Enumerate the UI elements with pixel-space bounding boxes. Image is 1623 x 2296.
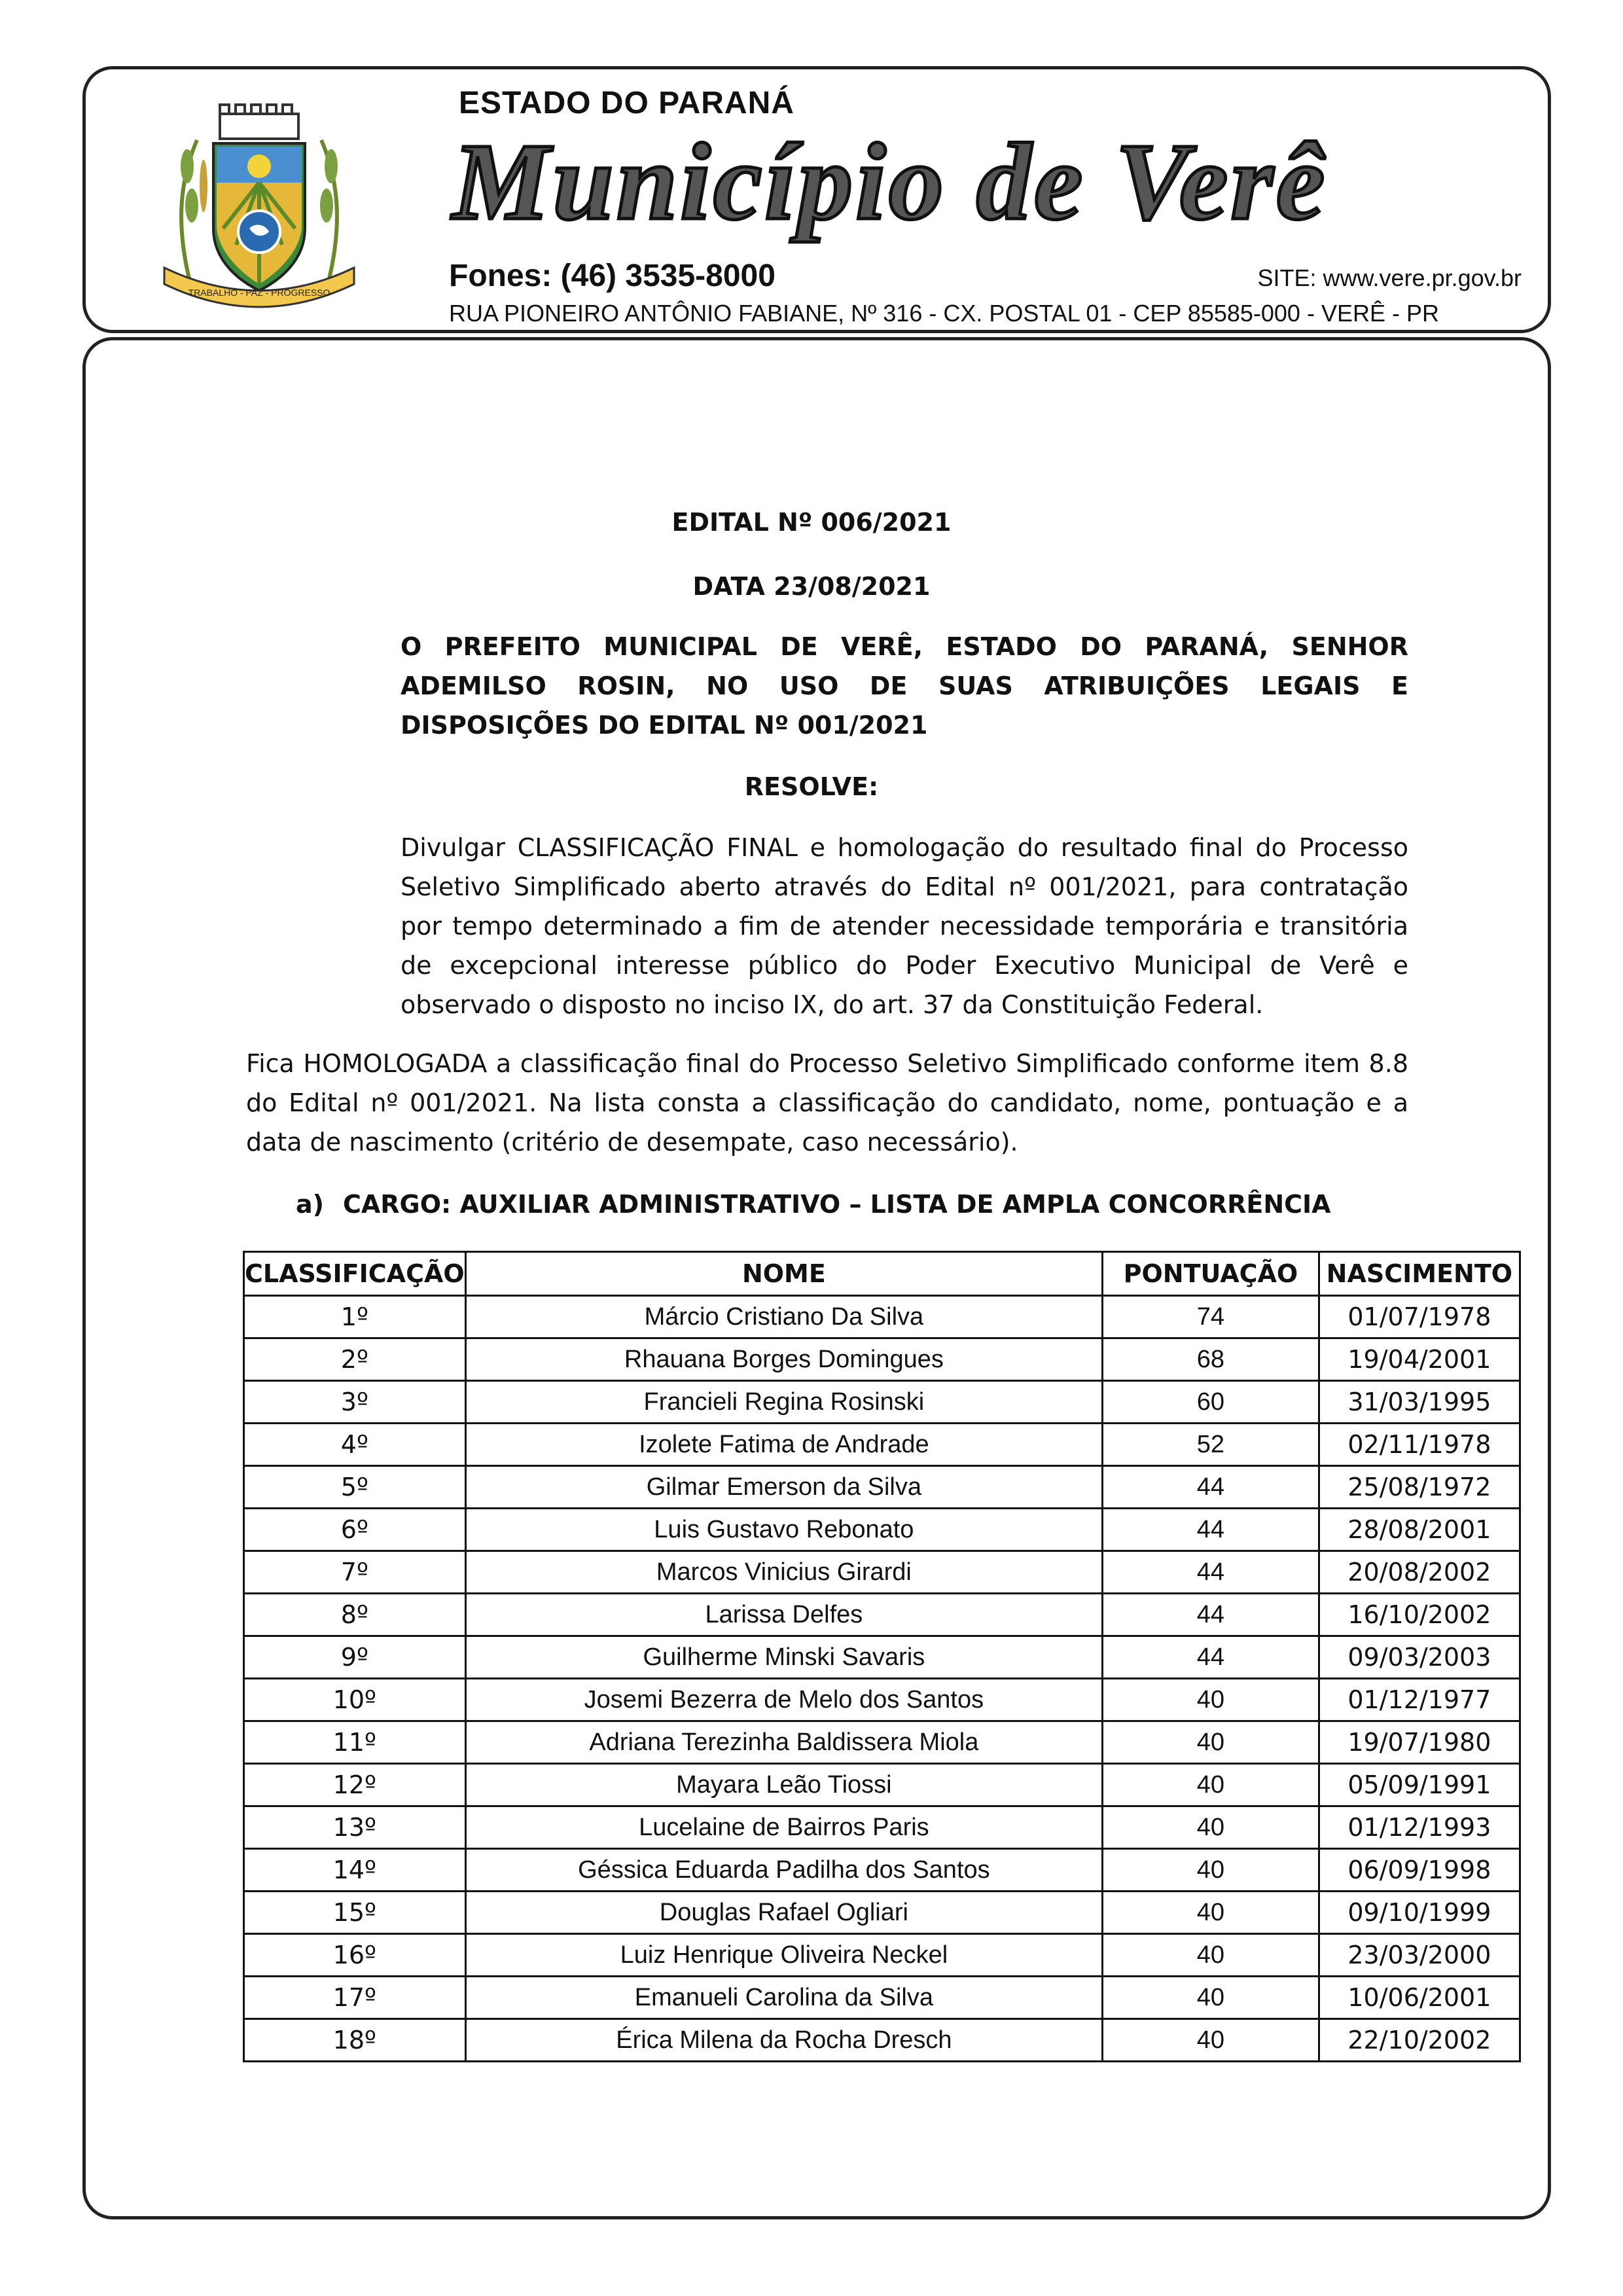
cell-classificacao: 18º xyxy=(244,2019,466,2062)
cell-classificacao: 11º xyxy=(244,1721,466,1764)
table-row xyxy=(244,1636,1520,1679)
cell-nascimento: 25/08/1972 xyxy=(1319,1466,1520,1509)
edital-date: DATA 23/08/2021 xyxy=(692,572,931,601)
cell-pontuacao: 60 xyxy=(1103,1381,1319,1424)
state-name: ESTADO DO PARANÁ xyxy=(459,86,794,120)
cell-classificacao: 8º xyxy=(244,1594,466,1636)
cell-nome: Josemi Bezerra de Melo dos Santos xyxy=(465,1679,1102,1721)
table-row xyxy=(244,1721,1520,1764)
header-pontuacao: PONTUAÇÃO xyxy=(1103,1252,1319,1296)
cell-nascimento: 06/09/1998 xyxy=(1319,1849,1520,1892)
cell-nome: Luiz Henrique Oliveira Neckel xyxy=(465,1934,1102,1977)
table-row xyxy=(244,2019,1520,2062)
cell-nome: Guilherme Minski Savaris xyxy=(465,1636,1102,1679)
cargo-title: CARGO: AUXILIAR ADMINISTRATIVO – LISTA DE AMPLA CONCORRÊNCIA xyxy=(343,1190,1331,1219)
website-link[interactable]: SITE: www.vere.pr.gov.br xyxy=(1257,264,1522,291)
cell-pontuacao: 40 xyxy=(1103,2019,1319,2062)
cell-nome: Marcos Vinicius Girardi xyxy=(465,1551,1102,1594)
table-header-row xyxy=(244,1252,1520,1296)
header-nascimento: NASCIMENTO xyxy=(1319,1252,1520,1296)
cell-nome: Gilmar Emerson da Silva xyxy=(465,1466,1102,1509)
prefeito-statement: O PREFEITO MUNICIPAL DE VERÊ, ESTADO DO PARANÁ, SENHOR ADEMILSO ROSIN, NO USO DE SUAS ATRIBUIÇÕES LEGAIS E DISPOSIÇÕES DO EDITAL Nº 001/2021 xyxy=(401,632,1408,740)
cell-nome: Luis Gustavo Rebonato xyxy=(465,1509,1102,1551)
cell-classificacao: 16º xyxy=(244,1934,466,1977)
cell-pontuacao: 44 xyxy=(1103,1466,1319,1509)
cell-pontuacao: 68 xyxy=(1103,1338,1319,1381)
cell-pontuacao: 40 xyxy=(1103,1977,1319,2019)
cell-nascimento: 09/03/2003 xyxy=(1319,1636,1520,1679)
cell-nome: Rhauana Borges Domingues xyxy=(465,1338,1102,1381)
edital-number: EDITAL Nº 006/2021 xyxy=(671,508,952,537)
cell-pontuacao: 40 xyxy=(1103,1679,1319,1721)
cell-nascimento: 23/03/2000 xyxy=(1319,1934,1520,1977)
cell-nome: Érica Milena da Rocha Dresch xyxy=(465,2019,1102,2062)
table-row xyxy=(244,1849,1520,1892)
cell-classificacao: 4º xyxy=(244,1424,466,1466)
table-row xyxy=(244,1892,1520,1934)
cell-nascimento: 28/08/2001 xyxy=(1319,1509,1520,1551)
table-row xyxy=(244,1551,1520,1594)
cell-pontuacao: 40 xyxy=(1103,1764,1319,1806)
cell-pontuacao: 44 xyxy=(1103,1594,1319,1636)
cell-pontuacao: 40 xyxy=(1103,1721,1319,1764)
cell-nascimento: 19/04/2001 xyxy=(1319,1338,1520,1381)
phone-number: Fones: (46) 3535-8000 xyxy=(449,259,776,293)
table-row xyxy=(244,1296,1520,1338)
cell-nome: Mayara Leão Tiossi xyxy=(465,1764,1102,1806)
table-row xyxy=(244,1764,1520,1806)
cell-pontuacao: 44 xyxy=(1103,1636,1319,1679)
table-row xyxy=(244,1977,1520,2019)
cell-nome: Francieli Regina Rosinski xyxy=(465,1381,1102,1424)
cargo-letter: a) xyxy=(296,1190,325,1219)
cargo-heading xyxy=(296,1190,1331,1219)
cell-nome: Lucelaine de Bairros Paris xyxy=(465,1806,1102,1849)
table-row xyxy=(244,1381,1520,1424)
cell-classificacao: 1º xyxy=(244,1296,466,1338)
cell-classificacao: 5º xyxy=(244,1466,466,1509)
cell-pontuacao: 52 xyxy=(1103,1424,1319,1466)
cell-nascimento: 22/10/2002 xyxy=(1319,2019,1520,2062)
table-row xyxy=(244,1509,1520,1551)
cell-nascimento: 05/09/1991 xyxy=(1319,1764,1520,1806)
cell-nascimento: 09/10/1999 xyxy=(1319,1892,1520,1934)
divulgar-paragraph: Divulgar CLASSIFICAÇÃO FINAL e homologação do resultado final do Processo Seletivo Simplificado aberto através do Edital nº 001/2021, para contratação por tempo determinado a fim de atender necessidade temporária e transitória de excepcional interesse público do Poder Executivo Municipal de Verê e observado o disposto no inciso IX, do art. 37 da Constituição Federal. xyxy=(401,833,1408,1019)
table-row xyxy=(244,1934,1520,1977)
cell-pontuacao: 40 xyxy=(1103,1934,1319,1977)
cell-nome: Larissa Delfes xyxy=(465,1594,1102,1636)
cell-nome: Izolete Fatima de Andrade xyxy=(465,1424,1102,1466)
cell-nome: Márcio Cristiano Da Silva xyxy=(465,1296,1102,1338)
letterhead xyxy=(82,66,1551,333)
cell-nome: Douglas Rafael Ogliari xyxy=(465,1892,1102,1934)
header-classificacao: CLASSIFICAÇÃO xyxy=(244,1252,466,1296)
cell-classificacao: 3º xyxy=(244,1381,466,1424)
cell-nascimento: 16/10/2002 xyxy=(1319,1594,1520,1636)
cell-pontuacao: 40 xyxy=(1103,1849,1319,1892)
cell-classificacao: 7º xyxy=(244,1551,466,1594)
cell-pontuacao: 44 xyxy=(1103,1509,1319,1551)
homologada-paragraph: Fica HOMOLOGADA a classificação final do Processo Seletivo Simplificado conforme item 8.8 do Edital nº 001/2021. Na lista consta a classificação do candidato, nome, pontuação e a data de nascimento (critério de desempate, caso necessário). xyxy=(246,1049,1408,1157)
cell-nascimento: 01/12/1993 xyxy=(1319,1806,1520,1849)
table-row xyxy=(244,1424,1520,1466)
resolve-heading: RESOLVE: xyxy=(744,772,879,801)
table-row xyxy=(244,1594,1520,1636)
header-nome: NOME xyxy=(465,1252,1102,1296)
cell-nascimento: 31/03/1995 xyxy=(1319,1381,1520,1424)
cell-nome: Géssica Eduarda Padilha dos Santos xyxy=(465,1849,1102,1892)
crest-banner-text: TRABALHO - PAZ - PROGRESSO xyxy=(188,287,330,298)
cell-nascimento: 02/11/1978 xyxy=(1319,1424,1520,1466)
municipality-title: Município de Verê xyxy=(452,121,1328,243)
cell-nome: Emanueli Carolina da Silva xyxy=(465,1977,1102,2019)
cell-classificacao: 12º xyxy=(244,1764,466,1806)
cell-nascimento: 19/07/1980 xyxy=(1319,1721,1520,1764)
municipal-crest-icon xyxy=(151,88,367,310)
postal-address: RUA PIONEIRO ANTÔNIO FABIANE, Nº 316 - CX. POSTAL 01 - CEP 85585-000 - VERÊ - PR xyxy=(449,300,1439,327)
cell-classificacao: 17º xyxy=(244,1977,466,2019)
cell-classificacao: 15º xyxy=(244,1892,466,1934)
cell-pontuacao: 74 xyxy=(1103,1296,1319,1338)
table-body xyxy=(244,1296,1520,2062)
cell-nascimento: 10/06/2001 xyxy=(1319,1977,1520,2019)
cell-nascimento: 01/12/1977 xyxy=(1319,1679,1520,1721)
table-row xyxy=(244,1466,1520,1509)
cell-nascimento: 20/08/2002 xyxy=(1319,1551,1520,1594)
cell-classificacao: 2º xyxy=(244,1338,466,1381)
cell-nome: Adriana Terezinha Baldissera Miola xyxy=(465,1721,1102,1764)
cell-pontuacao: 44 xyxy=(1103,1551,1319,1594)
cell-pontuacao: 40 xyxy=(1103,1892,1319,1934)
cell-pontuacao: 40 xyxy=(1103,1806,1319,1849)
cell-classificacao: 6º xyxy=(244,1509,466,1551)
cell-classificacao: 14º xyxy=(244,1849,466,1892)
cell-classificacao: 10º xyxy=(244,1679,466,1721)
table-row xyxy=(244,1338,1520,1381)
cell-nascimento: 01/07/1978 xyxy=(1319,1296,1520,1338)
cell-classificacao: 13º xyxy=(244,1806,466,1849)
table-row xyxy=(244,1806,1520,1849)
classification-table xyxy=(243,1251,1521,2062)
table-row xyxy=(244,1679,1520,1721)
cell-classificacao: 9º xyxy=(244,1636,466,1679)
